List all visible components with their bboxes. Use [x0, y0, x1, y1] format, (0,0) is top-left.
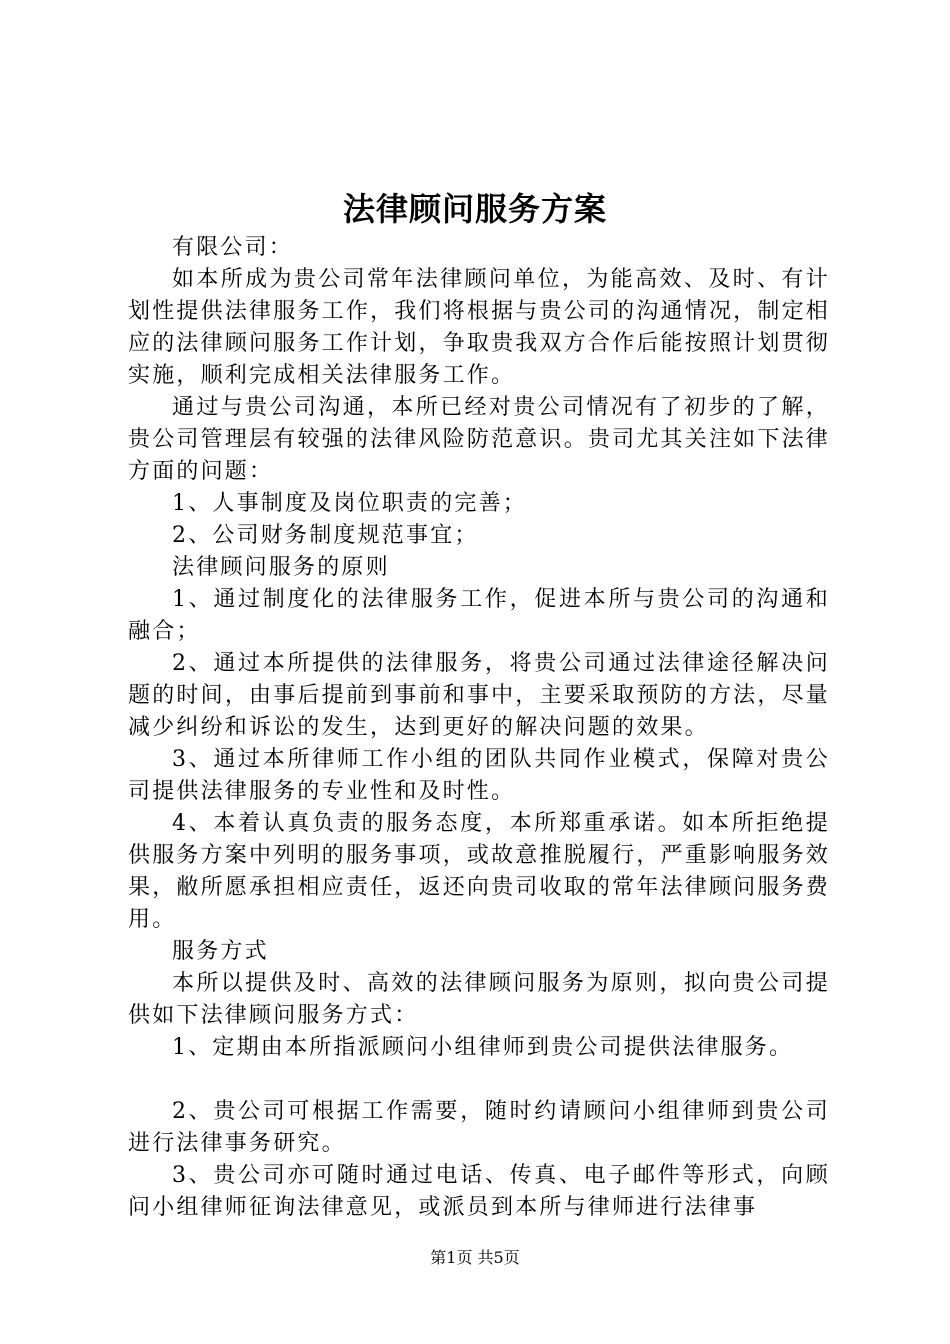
document-body: [128, 232, 830, 1224]
principle-item-2: 2、通过本所提供的法律服务，将贵公司通过法律途径解决问题的时间，由事后提前到事前和事中，主要采取预防的方法，尽量减少纠纷和诉讼的发生，达到更好的解决问题的效果。: [128, 651, 830, 740]
section-heading-service-mode: 服务方式: [172, 939, 269, 964]
service-mode-item-1: 1、定期由本所指派顾问小组律师到贵公司提供法律服务。: [172, 1035, 794, 1060]
service-mode-item-2: 2、贵公司可根据工作需要，随时约请顾问小组律师到贵公司进行法律事务研究。: [128, 1099, 830, 1156]
intro-paragraph: 如本所成为贵公司常年法律顾问单位，为能高效、及时、有计划性提供法律服务工作，我们将根据与贵公司的沟通情况，制定相应的法律顾问服务工作计划，争取贵我双方合作后能按照计划贯彻实施，顺利完成相关法律服务工作。: [128, 267, 830, 388]
salutation: 有限公司：: [172, 235, 294, 260]
principle-item-1: 1、通过制度化的法律服务工作，促进本所与贵公司的沟通和融合；: [128, 587, 830, 644]
concern-item-2: 2、公司财务制度规范事宜；: [172, 523, 479, 548]
page-footer: 第1页 共5页: [430, 1248, 520, 1267]
section-heading-principles: 法律顾问服务的原则: [172, 555, 390, 580]
background-paragraph: 通过与贵公司沟通，本所已经对贵公司情况有了初步的了解，贵公司管理层有较强的法律风险防范意识。贵司尤其关注如下法律方面的问题：: [128, 395, 830, 484]
principle-item-4: 4、本着认真负责的服务态度，本所郑重承诺。如本所拒绝提供服务方案中列明的服务事项，或故意推脱履行，严重影响服务效果，敝所愿承担相应责任，返还向贵司收取的常年法律顾问服务费用。: [128, 811, 830, 932]
concern-item-1: 1、人事制度及岗位职责的完善；: [172, 491, 527, 516]
service-mode-item-3: 3、贵公司亦可随时通过电话、传真、电子邮件等形式，向顾问小组律师征询法律意见，或派员到本所与律师进行法律事: [128, 1163, 830, 1220]
principle-item-3: 3、通过本所律师工作小组的团队共同作业模式，保障对贵公司提供法律服务的专业性和及时性。: [128, 747, 830, 804]
service-mode-intro: 本所以提供及时、高效的法律顾问服务为原则，拟向贵公司提供如下法律顾问服务方式：: [128, 971, 830, 1028]
document-title: 法律顾问服务方案: [342, 190, 607, 228]
